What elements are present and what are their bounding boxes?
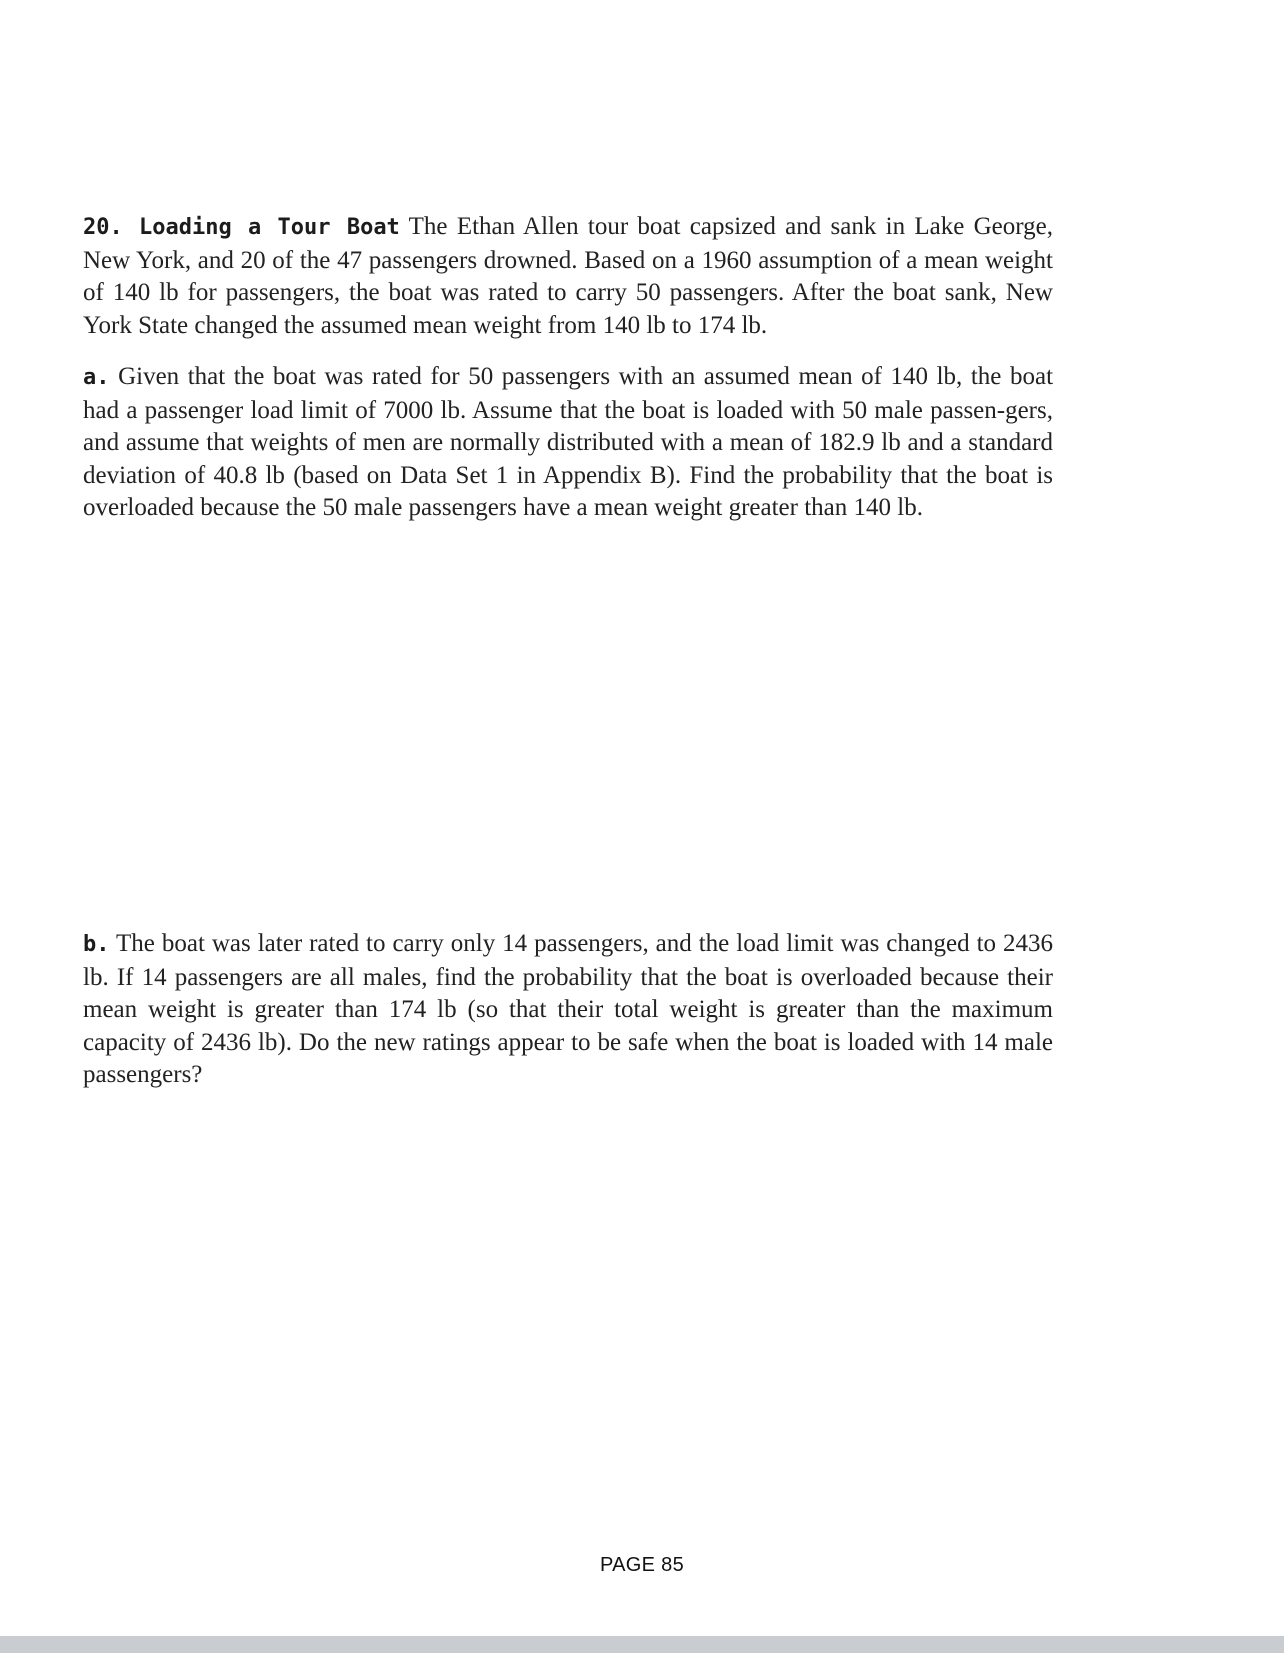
bottom-scroll-band [0, 1636, 1284, 1653]
page-number: PAGE 85 [600, 1554, 684, 1576]
problem-intro-text: The Ethan Allen tour boat capsized and sank in Lake George, New York, and 20 of the 47 passengers drowned. Based on a 1960 assumption of a mean weight of 140 lb for passengers, the boat was rated to carry 50 passengers. After the boat sank, New York State changed the assumed mean weight from 140 lb to 174 lb. [83, 213, 1053, 339]
part-a-label: a. [83, 365, 110, 390]
part-b-label: b. [83, 932, 110, 957]
problem-title: 20. Loading a Tour Boat [83, 215, 400, 240]
part-a-text: Given that the boat was rated for 50 passengers with an assumed mean of 140 lb, the boat had a passenger load limit of 7000 lb. Assume that the boat is loaded with 50 male passen-gers, and assume that weights of men are normally distributed with a mean of 182.9 lb and a standard deviation of 40.8 lb (based on Data Set 1 in Appendix B). Find the probability that the boat is overloaded because the 50 male passengers have a mean weight greater than 140 lb. [83, 363, 1054, 521]
part-b-text: The boat was later rated to carry only 14 passengers, and the load limit was changed to 2436 lb. If 14 passengers are all males, find the probability that the boat is overloaded because their mean weight is greater than 174 lb (so that their total weight is greater than the maximum capacity of 2436 lb). Do the new ratings appear to be safe when the boat is loaded with 14 male passengers? [83, 930, 1053, 1088]
problem-intro-paragraph [83, 211, 1053, 342]
part-b-paragraph [83, 928, 1053, 1092]
part-a-paragraph [83, 361, 1053, 525]
